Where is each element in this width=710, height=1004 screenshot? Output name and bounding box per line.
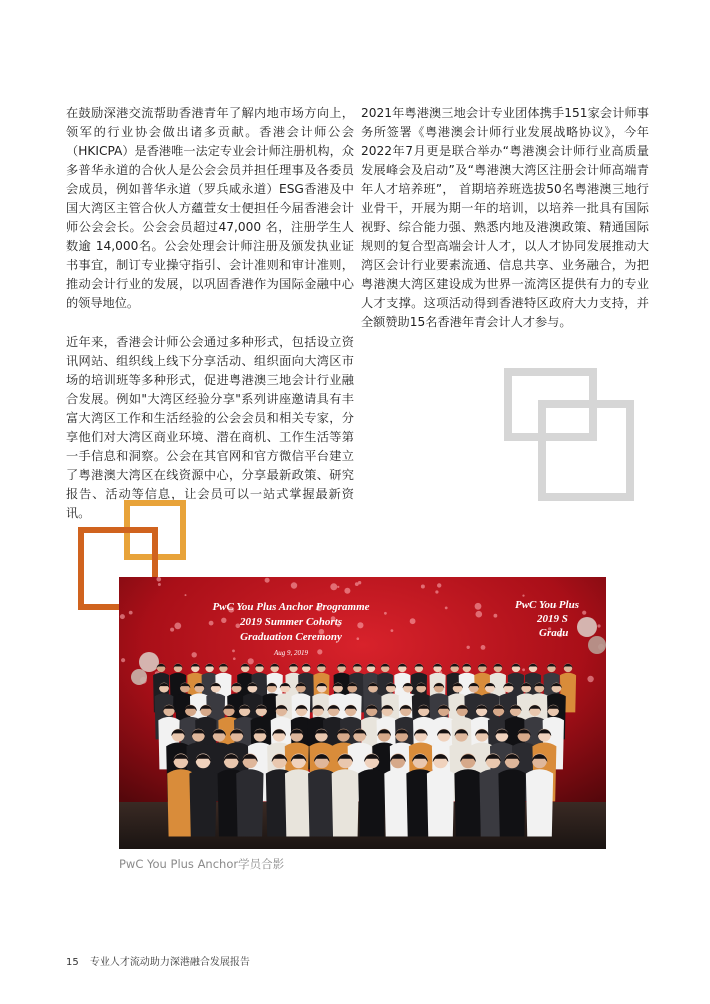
banner-line-3: Graduation Ceremony	[240, 631, 342, 643]
banner-right-3: Gradu	[539, 627, 569, 639]
banner-right-1: PwC You Plus	[515, 599, 579, 611]
left-paragraph-1: 在鼓励深港交流帮助香港青年了解内地市场方向上，领军的行业协会做出诸多贡献。香港会计师公会（HKICPA）是香港唯一法定专业会计师注册机构，众多普华永道的合伙人是公会会员并担任理事及各委员会成员，例如普华永道（罗兵咸永道）ESG香港及中国大湾区主管合伙人方蘊萱女士便担任今届香港会计师公会会长。公会会员超过47,000 名，注册学生人数逾 14,000名。公会处理会计师注册及颁发执业证书事宜，制订专业操守指引、会计准则和审计准则，推动会计行业的发展，以巩固香港作为国际金融中心的领导地位。	[66, 106, 354, 310]
group-photo	[119, 577, 606, 849]
banner-right-2: 2019 S	[537, 613, 568, 625]
photo-caption: PwC You Plus Anchor学员合影	[119, 857, 285, 871]
banner-line-1: PwC You Plus Anchor Programme	[212, 601, 370, 613]
banner-line-2: 2019 Summer Cohorts	[239, 616, 343, 628]
page-footer	[66, 953, 250, 968]
page-number: 15	[66, 957, 79, 968]
right-text-column	[361, 104, 649, 352]
banner-date: Aug 9, 2019	[273, 649, 309, 657]
left-text-column	[66, 104, 354, 543]
report-title: 专业人才流动助力深港融合发展报告	[89, 957, 250, 968]
right-paragraph-1: 2021年粤港澳三地会计专业团体携手151家会计师事务所签署《粤港澳会计师行业发展战略协议》，今年2022年7月更是联合举办“粤港澳会计师行业高质量发展峰会及启动”及“粤港澳大湾区注册会计师高端青年人才培养班”， 首期培养班选拔50名粤港澳三地行业骨干，开展为期一年的培训，以培养一批具有国际视野、综合能力强、熟悉内地及港澳政策、精通国际规则的复合型高端会计人才，以人才协同发展推动大湾区会计行业要素流通、信息共享、业务融合，为把粤港澳大湾区建设成为世界一流湾区提供有力的专业人才支撑。这项活动得到香港特区政府大力支持，并全额赞助15名香港年青会计人才参与。	[361, 106, 649, 329]
left-paragraph-2: 近年来，香港会计师公会通过多种形式，包括设立资讯网站、组织线上线下分享活动、组织面向大湾区市场的培训班等多种形式，促进粤港澳三地会计行业融合发展。例如"大湾区经验分享"系列讲座邀请具有丰富大湾区工作和生活经验的公会会员和相关专家，分享他们对大湾区商业环境、潜在商机、工作生活等第一手信息和洞察。公会在其官网和官方微信平台建立了粤港澳大湾区在线资源中心，分享最新政策、研究报告、活动等信息，让会员可以一站式掌握最新资讯。	[66, 335, 354, 520]
decorative-gray-square	[538, 400, 634, 501]
